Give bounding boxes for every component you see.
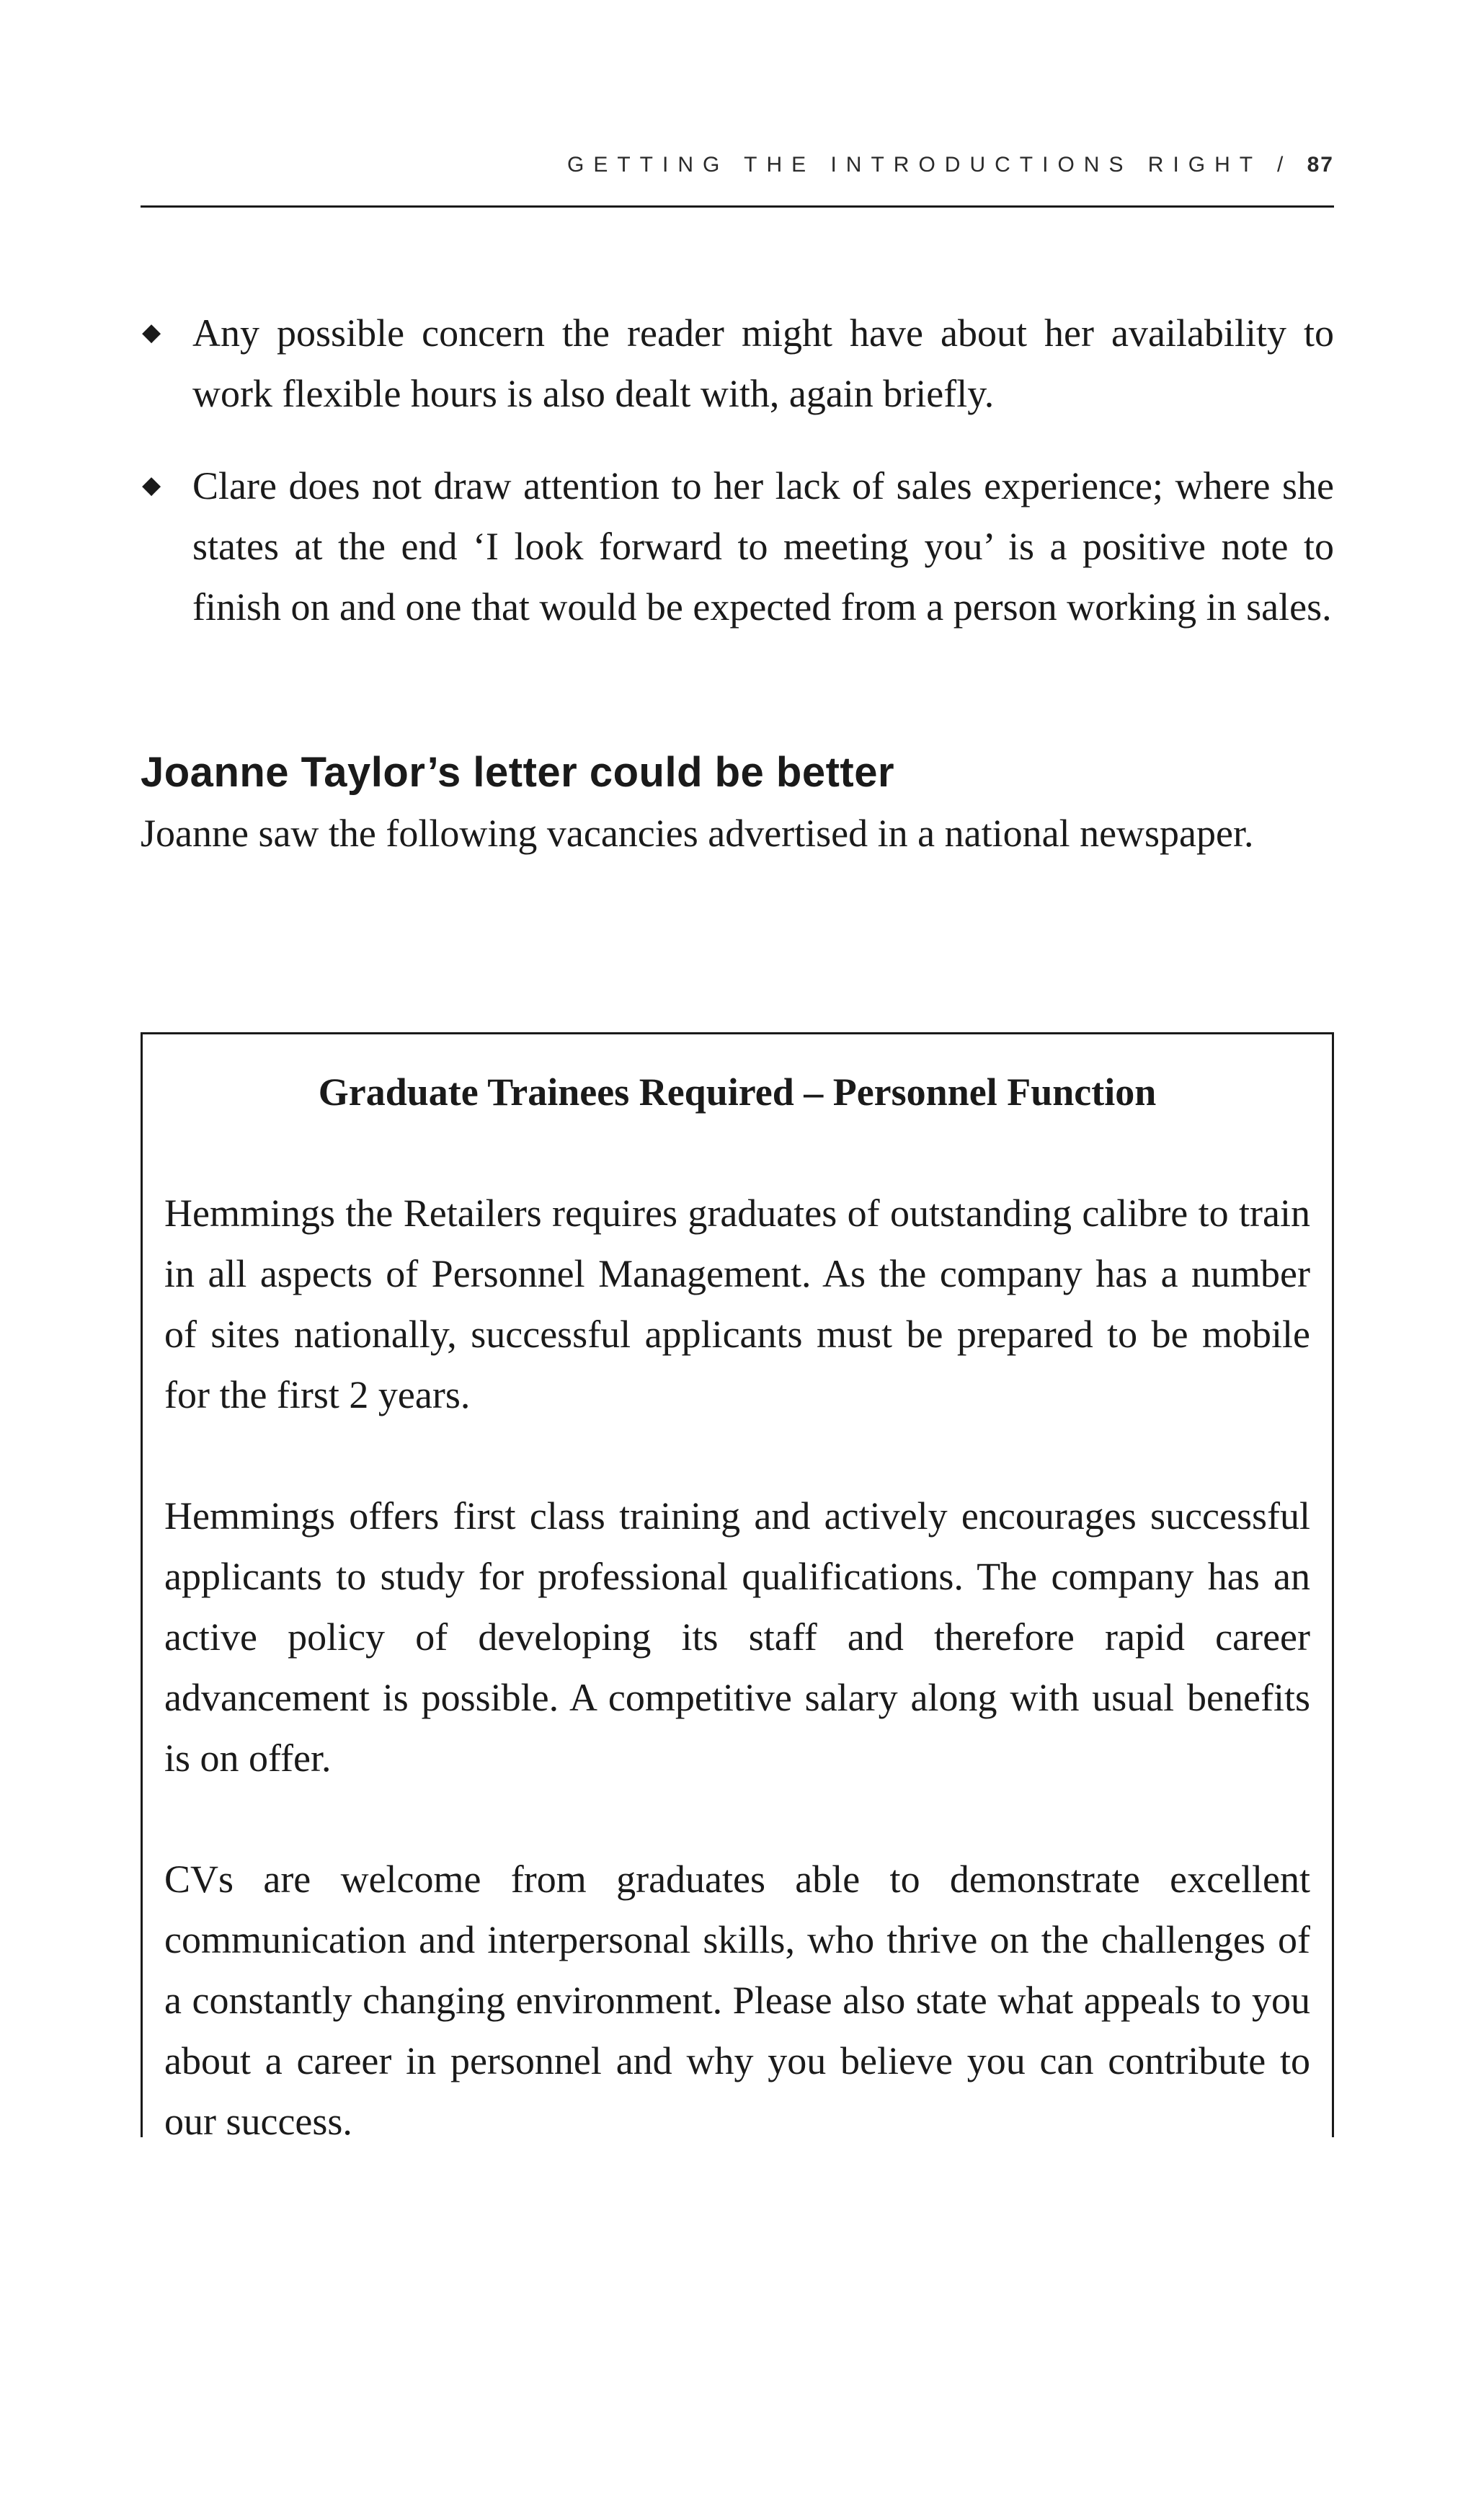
page-number: 87 bbox=[1307, 153, 1334, 177]
job-advert-paragraph: CVs are welcome from graduates able to demonstrate excellent communication and interpersonal skills, who thrive on the challenges of a constantly changing environment. Please also state what appeals to you about a career in personnel and why you believe you can contribute to our success. bbox=[164, 1858, 1310, 2143]
diamond-bullet-icon: ◆ bbox=[142, 319, 161, 346]
job-advert-paragraph: Hemmings offers first class training and actively encourages successful applicants to study for professional qualifications. The company has an active policy of developing its staff and therefore rapid career advancement is possible. A competitive salary along with usual benefits is on offer. bbox=[164, 1494, 1310, 1780]
bullet-item bbox=[141, 303, 1334, 424]
job-advert-title: Graduate Trainees Required – Personnel Function bbox=[318, 1070, 1157, 1114]
bullet-text: Any possible concern the reader might have about her availability to work flexible hours is also dealt with, again briefly. bbox=[192, 311, 1334, 415]
diamond-bullet-icon: ◆ bbox=[142, 472, 161, 499]
section-heading: Joanne Taylor’s letter could be better bbox=[141, 749, 895, 796]
bullet-list bbox=[141, 303, 1334, 669]
bullet-item bbox=[141, 456, 1334, 637]
bullet-text: Clare does not draw attention to her lack of sales experience; where she states at the end ‘I look forward to meeting you’ is a positive note to finish on and one that would be expected from a person working in sales. bbox=[192, 464, 1334, 629]
job-advert-content bbox=[164, 1062, 1310, 2212]
job-advert-paragraph: Hemmings the Retailers requires graduates of outstanding calibre to train in all aspects of Personnel Management. As the company has a number of sites nationally, successful applicants must be prepared to be mobile for the first 2 years. bbox=[164, 1192, 1310, 1416]
header-separator: / bbox=[1276, 153, 1284, 177]
running-title: GETTING THE INTRODUCTIONS RIGHT bbox=[567, 153, 1262, 177]
header-rule bbox=[141, 205, 1334, 208]
intro-paragraph: Joanne saw the following vacancies advertised in a national newspaper. bbox=[141, 812, 1254, 855]
running-header bbox=[567, 153, 1334, 177]
job-advert-box bbox=[141, 1032, 1334, 2143]
